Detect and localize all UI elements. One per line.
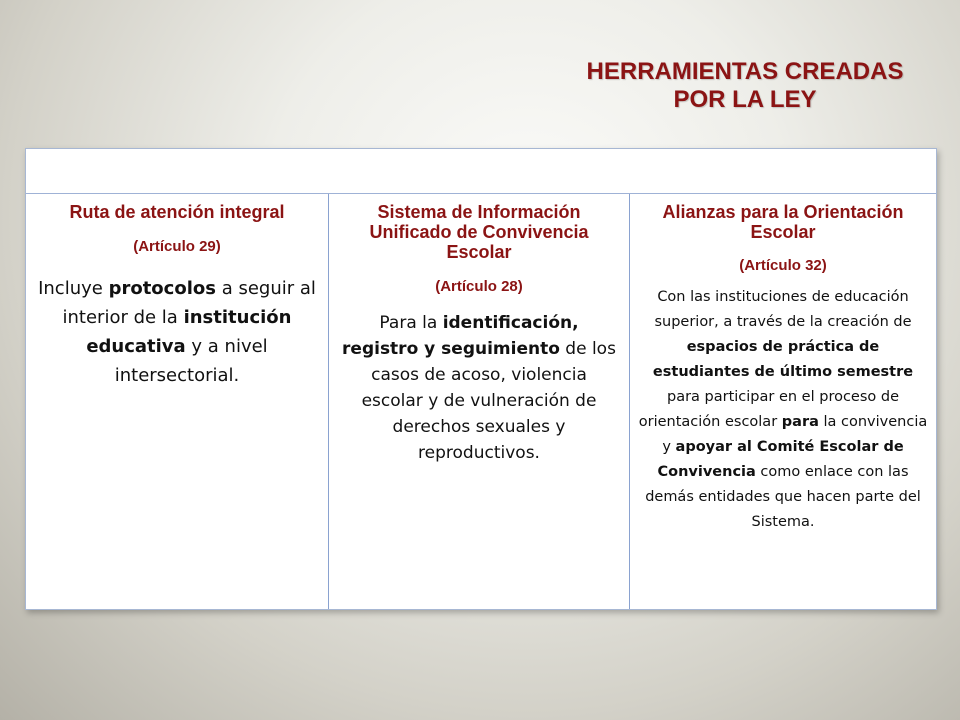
text-run: de los casos de acoso, violencia escolar y de vulneración de derechos sexuales y reproductivos. (361, 339, 616, 463)
bold-text-run: identificación, registro y seguimiento (342, 313, 579, 359)
bold-text-run: apoyar al Comité Escolar de Convivencia (657, 439, 904, 480)
text-run: Con las instituciones de educación superior, a través de la creación de (654, 289, 912, 330)
column-alianzas (630, 194, 936, 609)
table-header-row (26, 149, 936, 194)
bold-text-run: institución educativa (86, 307, 292, 357)
text-run: para participar en el proceso de orientación escolar (638, 389, 900, 430)
bold-text-run: protocolos (108, 278, 216, 299)
text-run: la convivencia y (662, 414, 928, 455)
column-heading: Alianzas para la Orientación Escolar (662, 202, 904, 242)
text-run: Para la (379, 313, 443, 333)
title-line-2: POR LA LEY (673, 86, 817, 113)
column-heading: Ruta de atención integral (69, 202, 285, 222)
column-article: (Artículo 28) (435, 278, 523, 295)
text-run: como enlace con las demás entidades que hacen parte del Sistema. (645, 464, 921, 530)
title-line-1: HERRAMIENTAS CREADAS (586, 58, 904, 85)
column-article: (Artículo 29) (133, 238, 221, 255)
column-body (636, 285, 930, 535)
tools-table (25, 148, 937, 610)
text-run: Incluye (38, 278, 109, 299)
text-run: y a nivel intersectorial. (114, 336, 268, 386)
column-body (339, 310, 619, 466)
column-ruta-atencion (26, 194, 329, 609)
column-sistema-informacion (329, 194, 630, 609)
page-title (555, 58, 935, 114)
bold-text-run: para (781, 414, 819, 430)
column-heading: Sistema de Información Unificado de Convivencia Escolar (369, 202, 589, 262)
column-article: (Artículo 32) (739, 257, 827, 274)
column-body (32, 274, 322, 390)
text-run: a seguir al interior de la (62, 278, 316, 328)
bold-text-run: espacios de práctica de estudiantes de último semestre (652, 339, 914, 380)
